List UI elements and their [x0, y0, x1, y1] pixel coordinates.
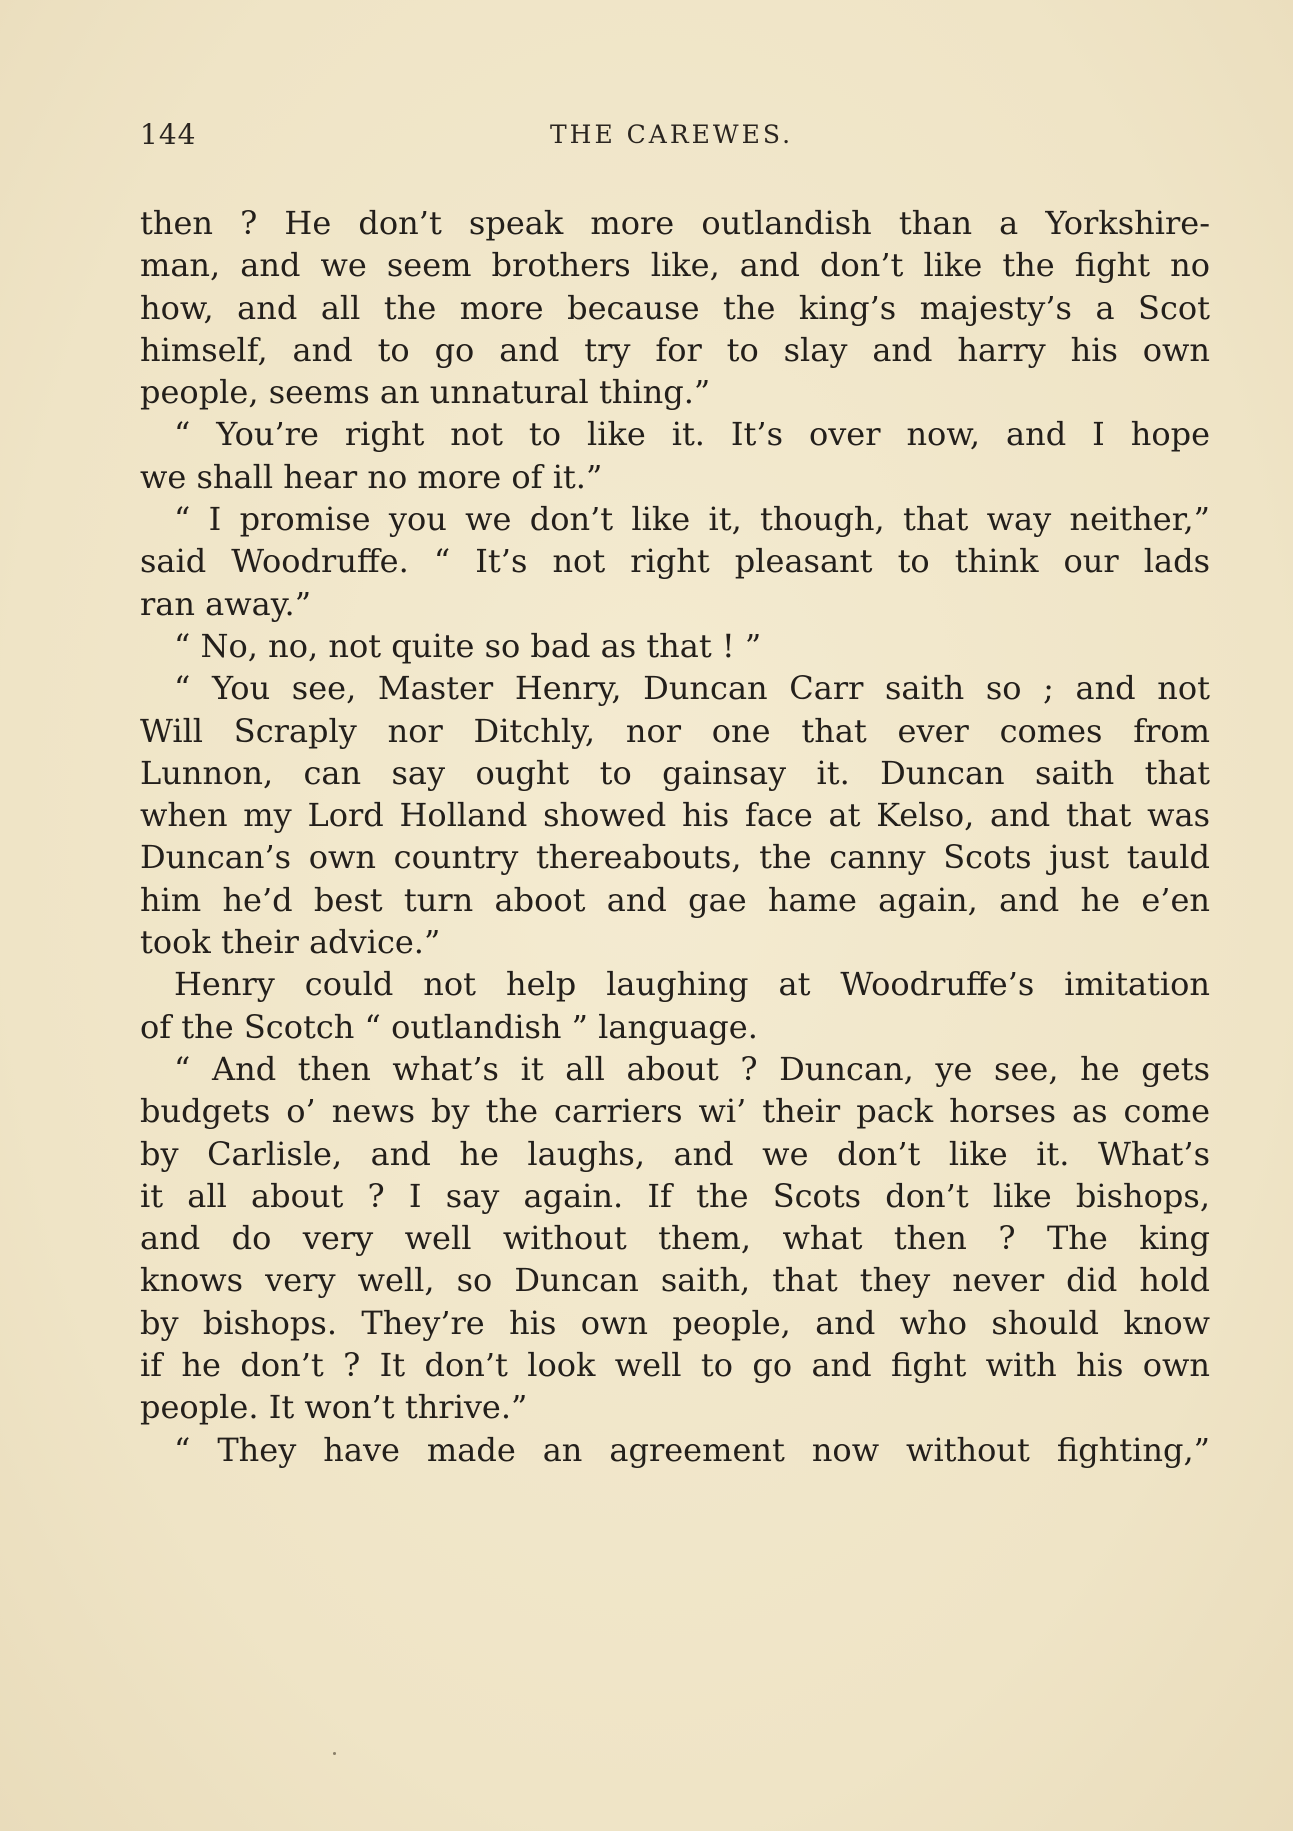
text-line: Henry could not help laughing at Woodruffe’s imitation	[174, 965, 1210, 1004]
text-line: Lunnon, can say ought to gainsay it. Duncan saith that	[140, 753, 1210, 792]
text-line: people. It won’t thrive.”	[140, 1388, 528, 1427]
text-line: took their advice.”	[140, 923, 441, 962]
text-line: “ You see, Master Henry, Duncan Carr saith so ; and not	[174, 669, 1210, 708]
text-line: himself, and to go and try for to slay and harry his own	[140, 330, 1210, 369]
text-line: then ? He don’t speak more outlandish than a Yorkshire-	[140, 204, 1210, 242]
text-line: said Woodruffe. “ It’s not right pleasant to think our lads	[140, 542, 1210, 581]
text-line: by bishops. They’re his own people, and who should know	[140, 1303, 1210, 1342]
text-line: how, and all the more because the king’s majesty’s a Scot	[140, 288, 1210, 327]
text-line: “ No, no, not quite so bad as that ! ”	[174, 626, 762, 665]
text-line: “ I promise you we don’t like it, though, that way neither,”	[174, 500, 1210, 539]
text-line: “ You’re right not to like it. It’s over now, and I hope	[174, 415, 1210, 454]
text-line: man, and we seem brothers like, and don’t like the fight no	[140, 246, 1210, 285]
text-line: by Carlisle, and he laughs, and we don’t like it. What’s	[140, 1134, 1210, 1173]
text-line: it all about ? I say again. If the Scots don’t like bishops,	[140, 1176, 1210, 1215]
text-line: Will Scraply nor Ditchly, nor one that ever comes from	[140, 711, 1210, 750]
body-text	[140, 202, 1210, 1471]
text-line: “ They have made an agreement now without fighting,”	[174, 1430, 1210, 1469]
text-line: budgets o’ news by the carriers wi’ their pack horses as come	[140, 1092, 1210, 1131]
ink-speck	[333, 1752, 336, 1755]
text-line: knows very well, so Duncan saith, that they never did hold	[140, 1261, 1210, 1300]
text-line: and do very well without them, what then ? The king	[140, 1219, 1210, 1258]
page-header	[140, 118, 1210, 158]
running-title: THE CAREWES.	[550, 120, 794, 149]
text-line: when my Lord Holland showed his face at Kelso, and that was	[140, 796, 1210, 835]
text-line: if he don’t ? It don’t look well to go and fight with his own	[140, 1346, 1210, 1385]
text-line: of the Scotch “ outlandish ” language.	[140, 1007, 758, 1046]
text-line: “ And then what’s it all about ? Duncan, ye see, he gets	[174, 1049, 1210, 1088]
text-line: we shall hear no more of it.”	[140, 457, 603, 496]
text-line: Duncan’s own country thereabouts, the canny Scots just tauld	[140, 838, 1210, 877]
text-line: ran away.”	[140, 584, 312, 623]
page-number: 144	[140, 118, 197, 151]
text-line: people, seems an unnatural thing.”	[140, 373, 711, 412]
text-line: him he’d best turn aboot and gae hame again, and he e’en	[140, 880, 1210, 919]
